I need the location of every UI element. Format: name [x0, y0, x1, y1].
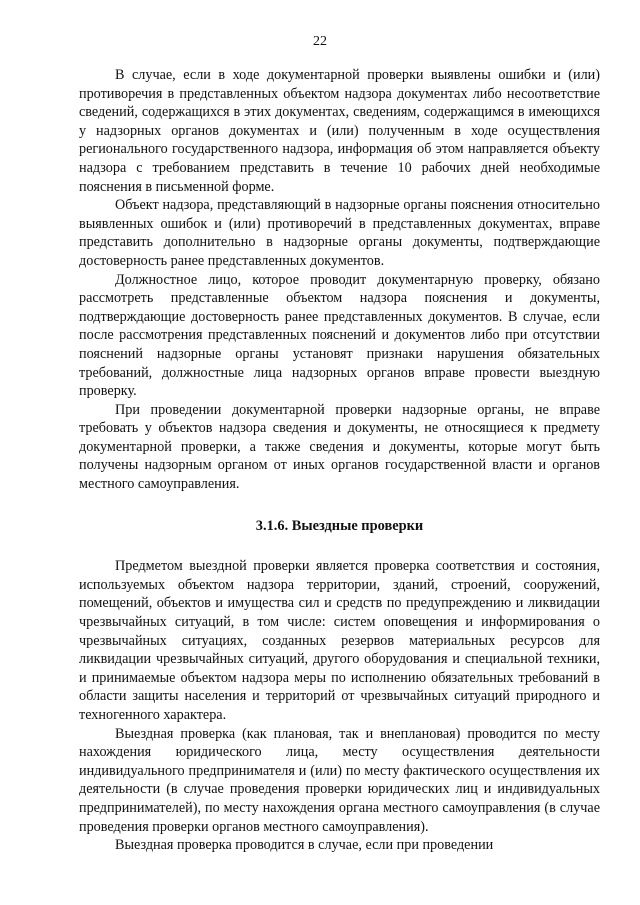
paragraph-object-explanations: Объект надзора, представляющий в надзорные органы пояснения относительно выявленных ошибок и (или) противоречий в представленных документах, вправе представить дополнительно в надзорные органы документы, подтверждающие достоверность ранее представленных документов.: [79, 197, 600, 269]
paragraph-onsite-subject: Предметом выездной проверки является проверка соответствия и состояния, используемых объектом надзора территории, зданий, строений, сооружений, помещений, объектов и имущества сил и средств по предупреждению и ликвидации чрезвычайных ситуаций, в том числе: систем оповещения и информирования о чрезвычайных ситуациях, созданных резервов материальных ресурсов для ликвидации чрезвычайных ситуаций, другого оборудования и специальной техники, и принимаемые объектом надзора меры по исполнению обязательных требований в области защиты населения и территорий от чрезвычайных ситуаций природного и техногенного характера.: [79, 558, 600, 723]
paragraph-official-review: Должностное лицо, которое проводит документарную проверку, обязано рассмотреть представленные объектом надзора пояснения и документы, подтверждающие достоверность ранее представленных документов. В случае, если после рассмотрения представленных пояснений и документов либо при отсутствии пояснений надзорные органы установят признаки нарушения обязательных требований, должностные лица надзорных органов вправе провести выездную проверку.: [79, 271, 600, 400]
paragraph-restrictions: При проведении документарной проверки надзорные органы, не вправе требовать у объектов надзора сведения и документы, не относящиеся к предмету документарной проверки, а также сведения и документы, которые могут быть получены надзорным органом от иных органов государственной власти и органов местного самоуправления.: [79, 401, 600, 493]
paragraph-documentary-check-errors: В случае, если в ходе документарной проверки выявлены ошибки и (или) противоречия в представленных объектом надзора документах либо несоответствие сведений, содержащихся в этих документах, сведениям, содержащимся в имеющихся у надзорных органов документах и (или) полученным в ходе осуществления регионального государственного надзора, информация об этом направляется объекту надзора с требованием представить в течение 10 рабочих дней необходимые пояснения в письменной форме.: [79, 67, 600, 195]
section-heading: 3.1.6. Выездные проверки: [255, 517, 424, 534]
paragraph-onsite-conditions: Выездная проверка проводится в случае, если при проведении: [115, 837, 494, 854]
page-number: 22: [313, 34, 327, 49]
paragraph-onsite-location: Выездная проверка (как плановая, так и внеплановая) проводится по месту нахождения юридического лица, месту осуществления деятельности индивидуального предпринимателя и (или) по месту фактического осуществления их деятельности (в случае проведения проверки юридических лиц и индивидуальных предпринимателей), по месту нахождения органа местного самоуправления (в случае проведения проверки органов местного самоуправления).: [79, 725, 600, 835]
document-body: [79, 66, 600, 855]
